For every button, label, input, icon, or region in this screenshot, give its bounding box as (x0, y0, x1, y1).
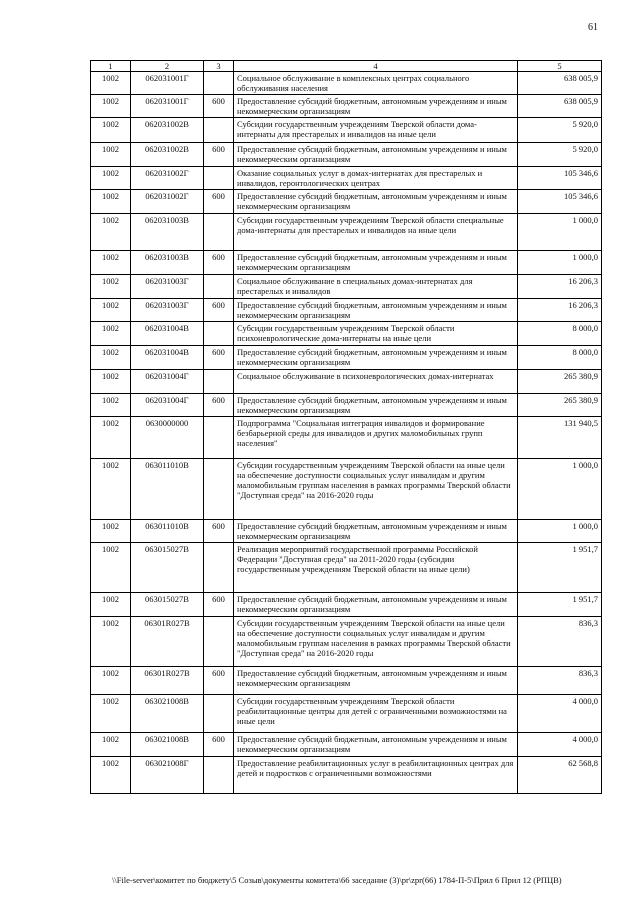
name-cell: Предоставление субсидий бюджетным, автономным учреждениям и иным некоммерческим организациям (234, 733, 518, 757)
table-row (91, 459, 602, 520)
expense-type-cell (204, 214, 234, 251)
expense-type-cell: 600 (204, 520, 234, 543)
expense-type-cell: 600 (204, 733, 234, 757)
expense-type-cell: 600 (204, 143, 234, 167)
name-cell: Предоставление субсидий бюджетным, автономным учреждениям и иным некоммерческим организациям (234, 95, 518, 118)
code-cell: 063015027В (131, 543, 204, 593)
table-row (91, 695, 602, 733)
table-row (91, 617, 602, 667)
budget-table (90, 60, 602, 794)
code-cell: 063021008В (131, 695, 204, 733)
name-cell: Субсидии государственным учреждениям Тверской области психоневрологические дома-интернаты на иные цели (234, 322, 518, 346)
table-row (91, 370, 602, 394)
code-cell: 06301R027В (131, 667, 204, 695)
name-cell: Реализация мероприятий государственной программы Российской Федерации "Доступная среда" на 2011-2020 годы (субсидии государственным учреждениям Тверской области на иные цели) (234, 543, 518, 593)
table-row (91, 733, 602, 757)
section-cell: 1002 (91, 394, 131, 417)
expense-type-cell (204, 757, 234, 794)
amount-cell: 131 940,5 (518, 417, 602, 459)
page-number: 61 (588, 22, 598, 33)
section-cell: 1002 (91, 695, 131, 733)
expense-type-cell: 600 (204, 190, 234, 214)
name-cell: Предоставление субсидий бюджетным, автономным учреждениям и иным некоммерческим организациям (234, 593, 518, 617)
name-cell: Оказание социальных услуг в домах-интернатах для престарелых и инвалидов, геронтологических центрах (234, 167, 518, 190)
amount-cell: 1 000,0 (518, 214, 602, 251)
code-cell: 062031003Г (131, 299, 204, 322)
code-cell: 062031003В (131, 251, 204, 275)
code-cell: 063021008Г (131, 757, 204, 794)
section-cell: 1002 (91, 459, 131, 520)
table-row (91, 322, 602, 346)
table-row (91, 346, 602, 370)
footer-file-path: \\File-server\комитет по бюджету\5 Созыв\документы комитета\66 заседание (3)\pr\zpr(66) 1784-П-5\Прил 6 Прил 12 (РПЦВ) (112, 875, 562, 885)
name-cell: Социальное обслуживание в специальных домах-интернатах для престарелых и инвалидов (234, 275, 518, 299)
table-row (91, 593, 602, 617)
header-col-4: 4 (234, 61, 518, 72)
table-row (91, 299, 602, 322)
section-cell: 1002 (91, 370, 131, 394)
amount-cell: 8 000,0 (518, 322, 602, 346)
name-cell: Предоставление субсидий бюджетным, автономным учреждениям и иным некоммерческим организациям (234, 667, 518, 695)
name-cell: Субсидии государственным учреждениям Тверской области на иные цели на обеспечение доступности социальных услуг инвалидам и другим маломобильным группам населения в рамках программы Тверской области "Доступная среда" на 2016-2020 годы (234, 617, 518, 667)
section-cell: 1002 (91, 167, 131, 190)
amount-cell: 265 380,9 (518, 394, 602, 417)
code-cell: 06301R027В (131, 617, 204, 667)
code-cell: 063021008В (131, 733, 204, 757)
code-cell: 062031004Г (131, 370, 204, 394)
section-cell: 1002 (91, 251, 131, 275)
expense-type-cell (204, 275, 234, 299)
expense-type-cell: 600 (204, 346, 234, 370)
section-cell: 1002 (91, 72, 131, 95)
expense-type-cell (204, 695, 234, 733)
section-cell: 1002 (91, 322, 131, 346)
table-row (91, 167, 602, 190)
table-row (91, 417, 602, 459)
table-row (91, 95, 602, 118)
amount-cell: 836,3 (518, 617, 602, 667)
code-cell: 0630000000 (131, 417, 204, 459)
code-cell: 062031002В (131, 118, 204, 143)
name-cell: Социальное обслуживание в комплексных центрах социального обслуживания населения (234, 72, 518, 95)
name-cell: Подпрограмма "Социальная интеграция инвалидов и формирование безбарьерной среды для инвалидов и других маломобильных групп населения" (234, 417, 518, 459)
table-header-row (91, 61, 602, 72)
name-cell: Предоставление субсидий бюджетным, автономным учреждениям и иным некоммерческим организациям (234, 394, 518, 417)
expense-type-cell (204, 459, 234, 520)
table-row (91, 214, 602, 251)
expense-type-cell: 600 (204, 394, 234, 417)
amount-cell: 4 000,0 (518, 695, 602, 733)
name-cell: Предоставление реабилитационных услуг в реабилитационных центрах для детей и подростков с ограниченными возможностями (234, 757, 518, 794)
amount-cell: 5 920,0 (518, 118, 602, 143)
code-cell: 062031002Г (131, 167, 204, 190)
code-cell: 063011010В (131, 520, 204, 543)
code-cell: 062031001Г (131, 72, 204, 95)
name-cell: Субсидии государственным учреждениям Тверской области реабилитационные центры для детей с ограниченными возможностями на иные цели (234, 695, 518, 733)
amount-cell: 836,3 (518, 667, 602, 695)
amount-cell: 1 951,7 (518, 593, 602, 617)
table-body (91, 72, 602, 794)
table-row (91, 118, 602, 143)
amount-cell: 4 000,0 (518, 733, 602, 757)
amount-cell: 16 206,3 (518, 275, 602, 299)
table-row (91, 275, 602, 299)
section-cell: 1002 (91, 667, 131, 695)
section-cell: 1002 (91, 118, 131, 143)
table-row (91, 143, 602, 167)
header-col-3: 3 (204, 61, 234, 72)
amount-cell: 105 346,6 (518, 167, 602, 190)
amount-cell: 1 000,0 (518, 251, 602, 275)
code-cell: 062031003Г (131, 275, 204, 299)
amount-cell: 16 206,3 (518, 299, 602, 322)
section-cell: 1002 (91, 143, 131, 167)
amount-cell: 638 005,9 (518, 95, 602, 118)
amount-cell: 62 568,8 (518, 757, 602, 794)
name-cell: Предоставление субсидий бюджетным, автономным учреждениям и иным некоммерческим организациям (234, 251, 518, 275)
code-cell: 062031004В (131, 322, 204, 346)
table-row (91, 394, 602, 417)
name-cell: Предоставление субсидий бюджетным, автономным учреждениям и иным некоммерческим организациям (234, 190, 518, 214)
table-row (91, 520, 602, 543)
amount-cell: 8 000,0 (518, 346, 602, 370)
table-row (91, 190, 602, 214)
section-cell: 1002 (91, 520, 131, 543)
code-cell: 062031003В (131, 214, 204, 251)
section-cell: 1002 (91, 190, 131, 214)
code-cell: 063011010В (131, 459, 204, 520)
name-cell: Субсидии государственным учреждениям Тверской области на иные цели на обеспечение доступности социальных услуг инвалидам и другим маломобильным группам населения в рамках программы Тверской области "Доступная среда" на 2016-2020 годы (234, 459, 518, 520)
name-cell: Предоставление субсидий бюджетным, автономным учреждениям и иным некоммерческим организациям (234, 143, 518, 167)
expense-type-cell: 600 (204, 95, 234, 118)
table-row (91, 543, 602, 593)
amount-cell: 1 000,0 (518, 520, 602, 543)
section-cell: 1002 (91, 417, 131, 459)
expense-type-cell: 600 (204, 251, 234, 275)
header-col-1: 1 (91, 61, 131, 72)
header-col-2: 2 (131, 61, 204, 72)
code-cell: 062031002Г (131, 190, 204, 214)
code-cell: 062031004Г (131, 394, 204, 417)
section-cell: 1002 (91, 95, 131, 118)
section-cell: 1002 (91, 757, 131, 794)
name-cell: Субсидии государственным учреждениям Тверской области дома-интернаты для престарелых и инвалидов на иные цели (234, 118, 518, 143)
code-cell: 062031004В (131, 346, 204, 370)
expense-type-cell: 600 (204, 667, 234, 695)
section-cell: 1002 (91, 214, 131, 251)
code-cell: 062031002В (131, 143, 204, 167)
section-cell: 1002 (91, 617, 131, 667)
section-cell: 1002 (91, 733, 131, 757)
amount-cell: 5 920,0 (518, 143, 602, 167)
section-cell: 1002 (91, 346, 131, 370)
section-cell: 1002 (91, 299, 131, 322)
amount-cell: 265 380,9 (518, 370, 602, 394)
expense-type-cell (204, 167, 234, 190)
section-cell: 1002 (91, 543, 131, 593)
expense-type-cell: 600 (204, 299, 234, 322)
expense-type-cell (204, 72, 234, 95)
table-row (91, 251, 602, 275)
amount-cell: 1 951,7 (518, 543, 602, 593)
section-cell: 1002 (91, 275, 131, 299)
expense-type-cell (204, 370, 234, 394)
code-cell: 062031001Г (131, 95, 204, 118)
section-cell: 1002 (91, 593, 131, 617)
name-cell: Предоставление субсидий бюджетным, автономным учреждениям и иным некоммерческим организациям (234, 299, 518, 322)
header-col-5: 5 (518, 61, 602, 72)
amount-cell: 638 005,9 (518, 72, 602, 95)
expense-type-cell (204, 322, 234, 346)
table-row (91, 757, 602, 794)
expense-type-cell: 600 (204, 593, 234, 617)
amount-cell: 1 000,0 (518, 459, 602, 520)
name-cell: Предоставление субсидий бюджетным, автономным учреждениям и иным некоммерческим организациям (234, 520, 518, 543)
expense-type-cell (204, 543, 234, 593)
expense-type-cell (204, 417, 234, 459)
amount-cell: 105 346,6 (518, 190, 602, 214)
name-cell: Социальное обслуживание в психоневрологических домах-интернатах (234, 370, 518, 394)
name-cell: Предоставление субсидий бюджетным, автономным учреждениям и иным некоммерческим организациям (234, 346, 518, 370)
expense-type-cell (204, 118, 234, 143)
table-row (91, 667, 602, 695)
code-cell: 063015027В (131, 593, 204, 617)
table-row (91, 72, 602, 95)
name-cell: Субсидии государственным учреждениям Тверской области специальные дома-интернаты для престарелых и инвалидов на иные цели (234, 214, 518, 251)
expense-type-cell (204, 617, 234, 667)
